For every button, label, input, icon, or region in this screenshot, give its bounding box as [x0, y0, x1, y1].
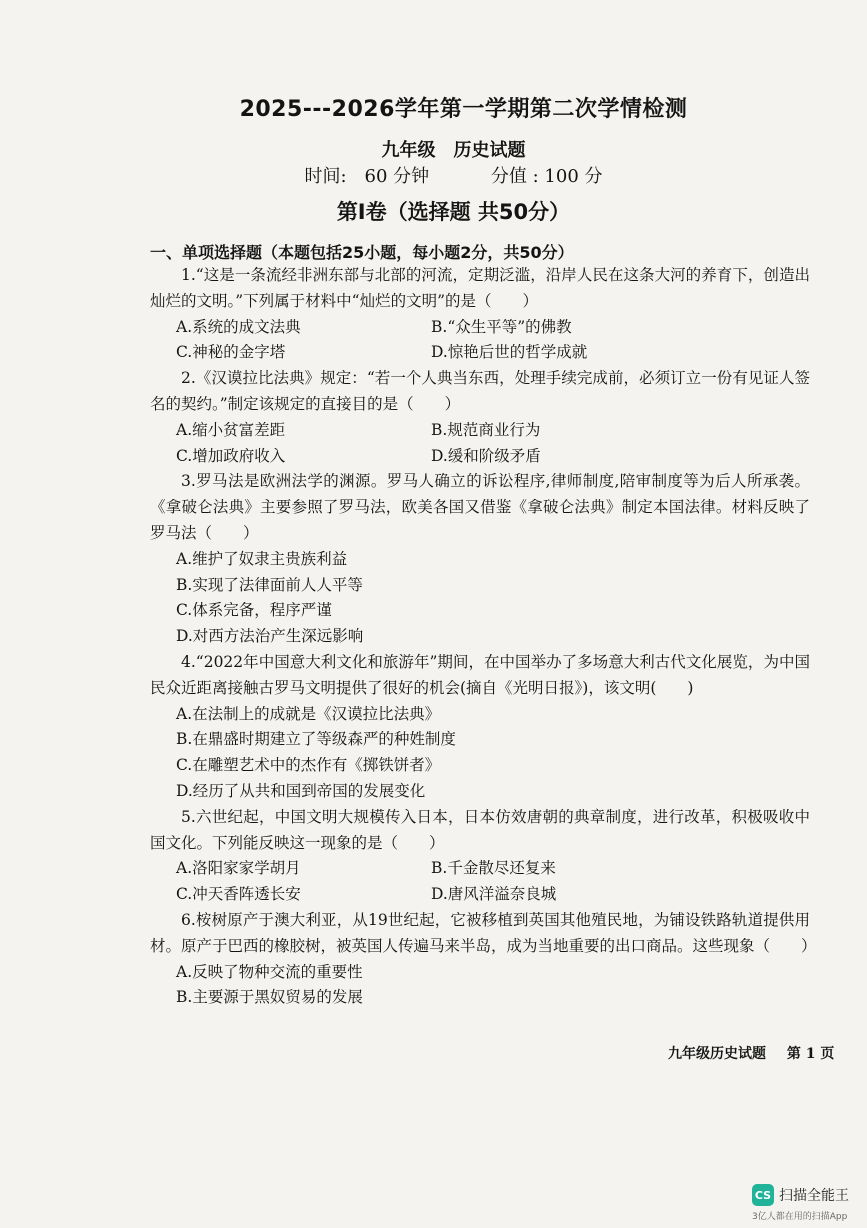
- scanner-watermark: [752, 1184, 849, 1206]
- exam-subtitle: 九年级 历史试题: [381, 140, 526, 161]
- section-title: 第Ⅰ卷（选择题 共50分）: [336, 200, 571, 224]
- option: B.“众生平等”的佛教: [431, 317, 572, 336]
- option: C.增加政府收入: [176, 446, 286, 465]
- option: B.千金散尽还复来: [431, 859, 556, 878]
- option: A.维护了奴隶主贵族利益: [176, 549, 348, 568]
- option: A.洛阳家家学胡月: [176, 859, 301, 878]
- footer-label: 九年级历史试题: [668, 1046, 766, 1062]
- option: B.规范商业行为: [431, 420, 541, 439]
- option: A.系统的成文法典: [176, 317, 301, 336]
- option-grid: [150, 315, 810, 367]
- option: D.惊艳后世的哲学成就: [431, 343, 588, 362]
- exam-time: 时间: 60 分钟: [304, 166, 430, 187]
- question-stem: 1.“这是一条流经非洲东部与北部的河流，定期泛滥，沿岸人民在这条大河的养育下，创造出灿烂的文明。”下列属于材料中“灿烂的文明”的是（ ）: [150, 266, 810, 310]
- option-grid: [150, 418, 810, 470]
- option: A.在法制上的成就是《汉谟拉比法典》: [176, 704, 441, 723]
- camscanner-logo-icon: CS: [752, 1184, 774, 1206]
- option: C.冲天香阵透长安: [176, 885, 301, 904]
- part-heading: 一、单项选择题（本题包括25小题，每小题2分，共50分）: [150, 243, 574, 262]
- question-stem: 3.罗马法是欧洲法学的渊源。罗马人确立的诉讼程序,律师制度,陪审制度等为后人所承袭。《拿破仑法典》主要参照了罗马法，欧美各国又借鉴《拿破仑法典》制定本国法律。材料反映了罗马法（ ）: [150, 472, 810, 542]
- option: D.缓和阶级矛盾: [431, 446, 541, 465]
- option: D.对西方法治产生深远影响: [176, 627, 364, 646]
- page-number: 第 1 页: [786, 1046, 835, 1062]
- watermark-brand: 扫描全能王: [779, 1188, 849, 1204]
- exam-score: 分值 : 100 分: [490, 166, 603, 187]
- question-stem: 2.《汉谟拉比法典》规定：“若一个人典当东西，处理手续完成前，必须订立一份有见证人签名的契约。”制定该规定的直接目的是（ ）: [150, 369, 810, 413]
- exam-meta: [0, 162, 867, 188]
- option: A.缩小贫富差距: [176, 420, 286, 439]
- option-grid: [150, 856, 810, 908]
- question-list: [150, 263, 817, 1011]
- option: B.实现了法律面前人人平等: [176, 575, 363, 594]
- question-stem: 4.“2022年中国意大利文化和旅游年”期间，在中国举办了多场意大利古代文化展览，为中国民众近距离接触古罗马文明提供了很好的机会(摘自《光明日报》)，该文明( ): [150, 652, 810, 697]
- option: C.神秘的金字塔: [176, 343, 286, 362]
- page-footer: [668, 1043, 850, 1063]
- option: D.唐风洋溢奈良城: [431, 885, 557, 904]
- option: D.经历了从共和国到帝国的发展变化: [176, 781, 426, 800]
- option: B.主要源于黑奴贸易的发展: [176, 988, 363, 1007]
- question-stem: 5.六世纪起，中国文明大规模传入日本，日本仿效唐朝的典章制度，进行改革，积极吸收中国文化。下列能反映这一现象的是（ ）: [150, 807, 810, 852]
- option: B.在鼎盛时期建立了等级森严的种姓制度: [176, 730, 456, 749]
- option: C.在雕塑艺术中的杰作有《掷铁饼者》: [176, 756, 441, 775]
- option: A.反映了物种交流的重要性: [176, 962, 363, 981]
- question-stem: 6.桉树原产于澳大利亚，从19世纪起，它被移植到英国其他殖民地，为铺设铁路轨道提供用材。原产于巴西的橡胶树，被英国人传遍马来半岛，成为当地重要的出口商品。这些现象（ ）: [150, 910, 817, 955]
- option: C.体系完备，程序严谨: [176, 601, 332, 620]
- exam-title: 2025---2026学年第一学期第二次学情检测: [239, 97, 688, 122]
- watermark-tagline: 3亿人都在用的扫描App: [752, 1212, 848, 1222]
